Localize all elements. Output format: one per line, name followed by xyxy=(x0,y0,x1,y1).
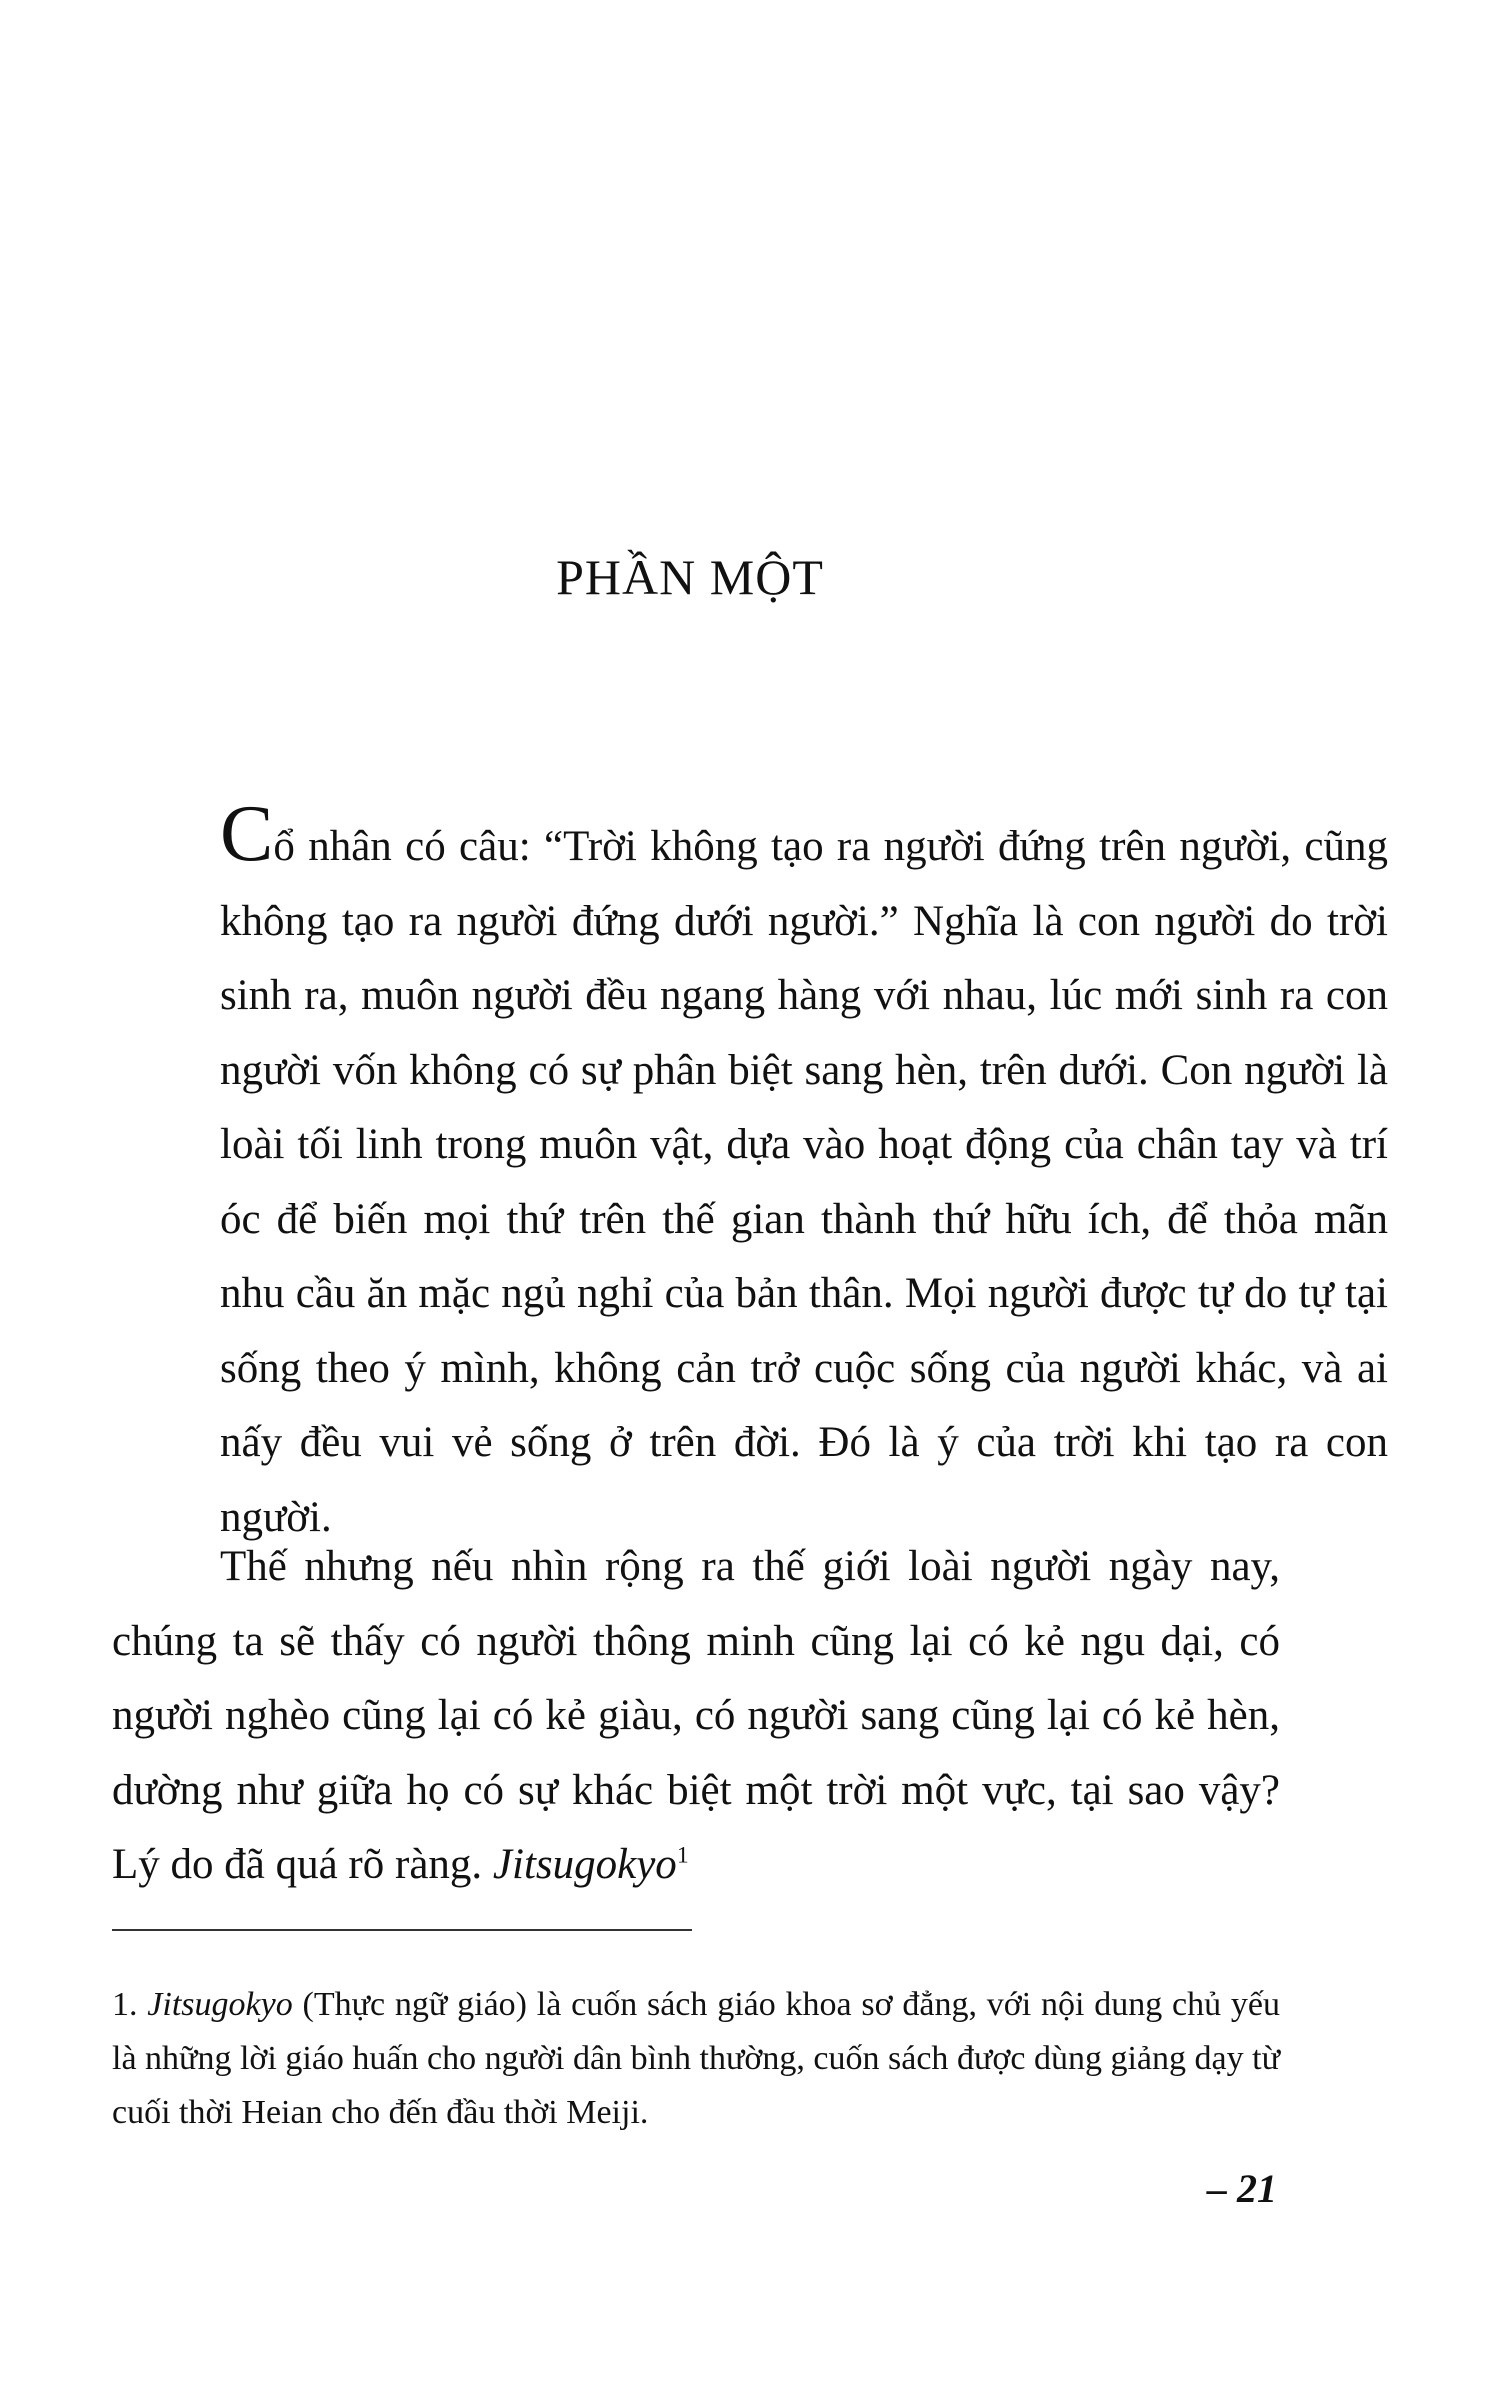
footnote-reference[interactable]: 1 xyxy=(676,1842,689,1869)
footnote xyxy=(112,1978,1280,2140)
paragraph-2-term: Jitsugokyo xyxy=(492,1841,677,1888)
page-number: – 21 xyxy=(1207,2166,1277,2211)
paragraph-2-text: Thế nhưng nếu nhìn rộng ra thế giới loài người ngày nay, chúng ta sẽ thấy có người thông minh cũng lại có kẻ ngu dại, có người nghèo cũng lại có kẻ giàu, có người sang cũng lại có kẻ hèn, dường như giữa họ có sự khác biệt một trời một vực, tại sao vậy? Lý do đã quá rõ ràng. xyxy=(112,1543,1280,1888)
paragraph-1 xyxy=(112,790,1388,1555)
paragraph-1-text: ổ nhân có câu: “Trời không tạo ra người đứng trên người, cũng không tạo ra người đứng dưới người.” Nghĩa là con người do trời sinh ra, muôn người đều ngang hàng với nhau, lúc mới sinh ra con người vốn không có sự phân biệt sang hèn, trên dưới. Con người là loài tối linh trong muôn vật, dựa vào hoạt động của chân tay và trí óc để biến mọi thứ trên thế gian thành thứ hữu ích, để thỏa mãn nhu cầu ăn mặc ngủ nghỉ của bản thân. Mọi người được tự do tự tại sống theo ý mình, không cản trở cuộc sống của người khác, và ai nấy đều vui vẻ sống ở trên đời. Đó là ý của trời khi tạo ra con người. xyxy=(220,823,1388,1541)
footnote-text: (Thực ngữ giáo) là cuốn sách giáo khoa sơ đẳng, với nội dung chủ yếu là những lời giáo huấn cho người dân bình thường, cuốn sách được dùng giảng dạy từ cuối thời Heian cho đến đầu thời Meiji. xyxy=(112,1986,1281,2131)
paragraph-2 xyxy=(112,1530,1280,1903)
dropcap: C xyxy=(220,790,274,878)
part-title: PHẦN MỘT xyxy=(556,549,824,605)
footnote-term: Jitsugokyo xyxy=(147,1986,293,2023)
footnote-divider xyxy=(112,1929,692,1931)
footnote-number: 1. xyxy=(112,1986,138,2023)
